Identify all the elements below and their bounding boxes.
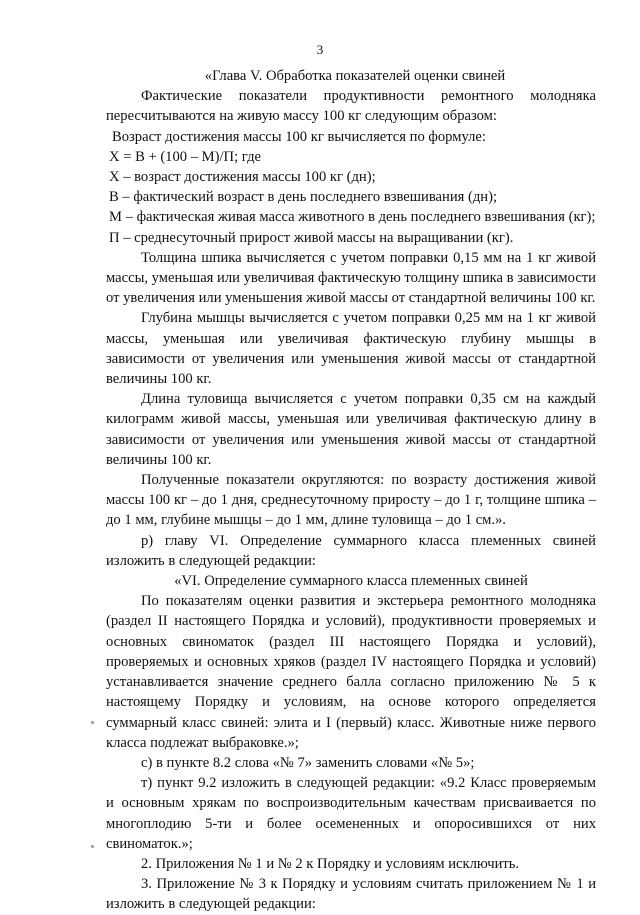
definition-b: В – фактический возраст в день последнего взвешивания (дн); [109, 189, 497, 206]
formula-line: Х = В + (100 – М)/П; где [109, 148, 261, 165]
document-body [106, 66, 596, 915]
paragraph-fat-thickness: Толщина шпика вычисляется с учетом поправки 0,15 мм на 1 кг живой массы, уменьшая или увеличивая фактическую толщину шпика в зависимости от увеличения или уменьшения живой массы от стандартной величины 100 кг. [106, 249, 596, 307]
definition-m: М – фактическая живая масса животного в день последнего взвешивания (кг); [109, 209, 596, 226]
definition-x: Х – возраст достижения массы 100 кг (дн); [109, 169, 376, 186]
paragraph-item-t: т) пункт 9.2 изложить в следующей редакции: «9.2 Класс проверяемым и основным хрякам по воспроизводительным качествам присваивается по многоплодию 5-ти и более осемененных и опоросившихся от них свиноматок.»; [106, 775, 596, 852]
paragraph-item-r: р) главу VI. Определение суммарного класса племенных свиней изложить в следующей редакции: [106, 532, 596, 569]
section-heading: «VI. Определение суммарного класса племенных свиней [174, 573, 528, 590]
paragraph-body-length: Длина туловища вычисляется с учетом поправки 0,35 см на каждый килограмм живой массы, уменьшая или увеличивая фактическую длину в зависимости от увеличения или уменьшения живой массы от стандартной величины 100 кг. [106, 391, 596, 468]
paragraph-intro: Фактические показатели продуктивности ремонтного молодняка пересчитываются на живую массу 100 кг следующим образом: [106, 88, 596, 125]
definition-p: П – среднесуточный прирост живой массы на выращивании (кг). [109, 229, 514, 246]
paragraph-muscle-depth: Глубина мышцы вычисляется с учетом поправки 0,25 мм на 1 кг живой массы, уменьшая или увеличивая фактическую глубину мышцы в зависимости от увеличения или уменьшения живой массы от стандартной величины 100 кг. [106, 310, 596, 388]
paragraph-formula-intro: Возраст достижения массы 100 кг вычисляется по формуле: [112, 128, 486, 145]
paragraph-item-3: 3. Приложение № 3 к Порядку и условиям считать приложением № 1 и изложить в следующей редакции: [106, 876, 596, 913]
scan-speck [91, 721, 94, 724]
page-number: 3 [316, 42, 324, 57]
paragraph-rounding: Полученные показатели округляются: по возрасту достижения живой массы 100 кг – до 1 дня, среднесуточному приросту – до 1 г, толщине шпика – до 1 мм, глубине мышцы – до 1 мм, длине туловища – до 1 см.». [106, 472, 596, 529]
chapter-heading: «Глава V. Обработка показателей оценки свиней [204, 68, 506, 84]
paragraph-item-2: 2. Приложения № 1 и № 2 к Порядку и условиям исключить. [141, 855, 520, 872]
scan-speck [91, 845, 94, 848]
paragraph-section-body: По показателям оценки развития и экстерьера ремонтного молодняка (раздел II настоящего Порядка и условий), продуктивности проверяемых и основных свиноматок (раздел III настоящего Порядка и условий), проверяемых и основных хряков (раздел IV настоящего Порядка и условий) устанавливается значение среднего балла согласно приложению № 5 к настоящему Порядку и условиям, на основе которого определяется суммарный класс свиней: элита и I (первый) класс. Животные ниже первого класса подлежат выбраковке.»; [106, 593, 596, 751]
paragraph-item-s: с) в пункте 8.2 слова «№ 7» заменить словами «№ 5»; [141, 754, 475, 771]
